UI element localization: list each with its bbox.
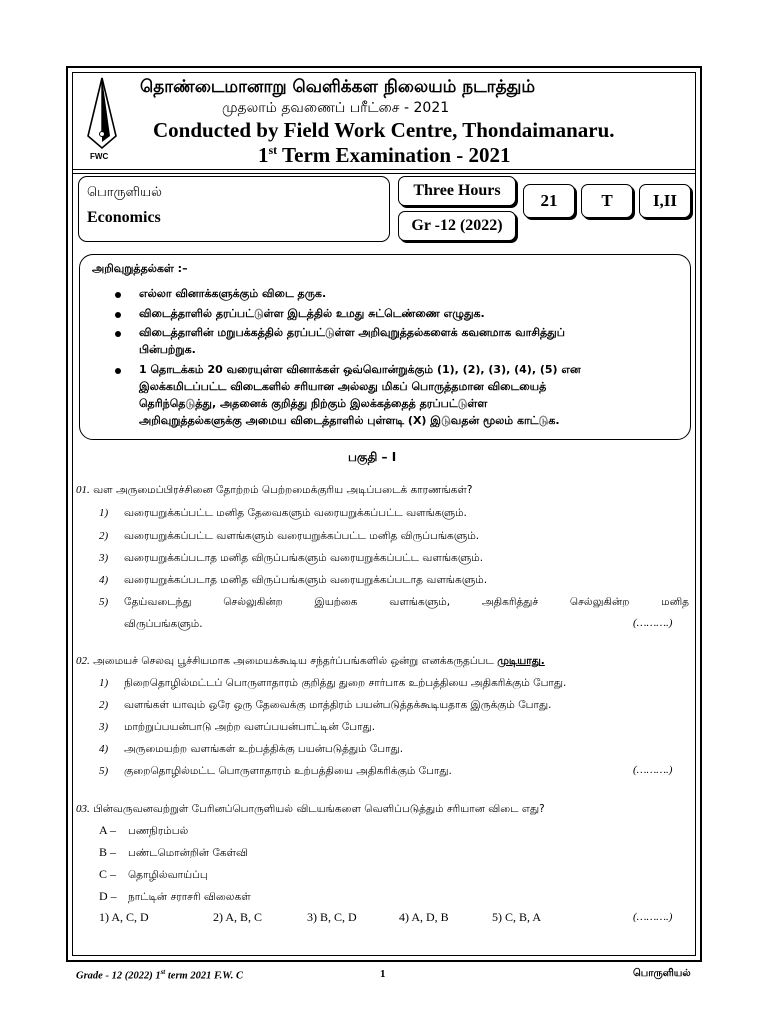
answer-blank: (……….) bbox=[633, 911, 673, 923]
q3-choice-3: 3) B, C, D bbox=[307, 910, 357, 924]
q1-option-2: வரையறுக்கப்பட்ட வளங்களும் வரையறுக்கப்பட்ட மனித விருப்பங்களும். bbox=[124, 530, 480, 542]
q1-option-3: வரையறுக்கப்படாத மனித விருப்பங்களும் வரையறுக்கப்பட்ட வளங்களும். bbox=[124, 552, 484, 564]
option-number: 1) bbox=[99, 677, 109, 689]
option-number: 4) bbox=[99, 743, 109, 755]
q3-choice-1: 1) A, C, D bbox=[99, 910, 149, 924]
duration-box: Three Hours bbox=[398, 176, 516, 206]
q3-choice-5: 5) C, B, A bbox=[492, 910, 542, 924]
option-number: 3) bbox=[99, 721, 109, 733]
page-number: 1 bbox=[380, 968, 386, 980]
bullet-icon bbox=[115, 368, 121, 374]
option-number: 3) bbox=[99, 552, 109, 564]
english-title: Conducted by Field Work Centre, Thondaimanaru. bbox=[153, 118, 615, 142]
q3-choice-2: 2) A, B, C bbox=[213, 910, 263, 924]
q3-item-key: B – bbox=[99, 845, 117, 859]
q3-item-key: A – bbox=[99, 823, 117, 837]
option-number: 4) bbox=[99, 574, 109, 586]
exam-title: 1st Term Examination - 2021 bbox=[258, 143, 511, 167]
answer-blank: (……….) bbox=[633, 764, 673, 776]
question-03: 03. பின்வருவனவற்றுள் பேரினப்பொருளியல் விடயங்களை வெளிப்படுத்தும் சரியான விடை எது? bbox=[76, 803, 545, 815]
header-divider-2 bbox=[72, 173, 696, 174]
logo-label: FWC bbox=[90, 152, 109, 161]
q2-option-5: குறைதொழில்மட்ட பொருளாதாரம் உற்பத்தியை அதிகரிக்கும் போது. bbox=[124, 765, 452, 777]
header-divider bbox=[72, 169, 696, 170]
instruction-3: விடைத்தாளின் மறுபக்கத்தில் தரப்பட்டுள்ள அறிவுறுத்தல்களைக் கவனமாக வாசித்துப் பின்பற்றுக. bbox=[139, 326, 565, 356]
q2-option-1: நிறைதொழில்மட்டப் பொருளாதாரம் குறித்து துறை சார்பாக உற்பத்தியை அதிகரிக்கும் போது. bbox=[124, 677, 567, 689]
subject-tamil: பொருளியல் bbox=[87, 185, 162, 200]
q3-item-a: பணநிரம்பல் bbox=[128, 825, 189, 837]
q3-item-c: தொழில்வாய்ப்பு bbox=[128, 869, 208, 881]
answer-blank: (……….) bbox=[633, 617, 673, 629]
instruction-2: விடைத்தாளில் தரப்பட்டுள்ள இடத்தில் உமது சுட்டெண்ணை எழுதுக. bbox=[139, 307, 485, 320]
instructions-title: அறிவுறுத்தல்கள் :– bbox=[92, 262, 188, 275]
grade-box: Gr -12 (2022) bbox=[398, 211, 516, 241]
q1-option-5: தேய்வடைந்து செல்லுகின்ற இயற்கை வளங்களும், அதிகரித்துச் செல்லுகின்ற மனித bbox=[124, 596, 689, 608]
option-number: 2) bbox=[99, 530, 109, 542]
q3-item-key: C – bbox=[99, 867, 117, 881]
question-01: 01. வள அருமைப்பிரச்சினை தோற்றம் பெற்றமைக்குரிய அடிப்படைக் காரணங்கள்? bbox=[76, 484, 473, 496]
footer-left: Grade - 12 (2022) 1st term 2021 F.W. C bbox=[76, 968, 244, 982]
subject-english: Economics bbox=[87, 209, 161, 226]
fwc-logo bbox=[80, 76, 124, 168]
q1-option-5-cont: விருப்பங்களும். bbox=[124, 618, 203, 630]
option-number: 1) bbox=[99, 507, 109, 519]
q2-option-4: அருமையற்ற வளங்கள் உற்பத்திக்கு பயன்படுத்தும் போது. bbox=[124, 743, 404, 755]
footer-right: பொருளியல் bbox=[633, 968, 691, 979]
q3-item-d: நாட்டின் சராசரி விலைகள் bbox=[128, 891, 251, 903]
option-number: 5) bbox=[99, 596, 109, 608]
tamil-title: தொண்டைமானாறு வெளிக்கள நிலையம் நடாத்தும் bbox=[140, 77, 536, 97]
code-box-2: T bbox=[581, 184, 633, 218]
instruction-4: 1 தொடக்கம் 20 வரையுள்ள வினாக்கள் ஒவ்வொன்றுக்கும் (1), (2), (3), (4), (5) என இலக்கமிடப்பட்ட விடைகளில் சரியான அல்லது மிகப் பொருத்தமான விடையைத் தெரிந்தெடுத்து, அதனைக் குறித்து நிற்கும் இலக்கத்தைத் தரப்பட்டுள்ள அறிவுறுத்தல்களுக்கு அமைய விடைத்தாளில் புள்ளடி (X) இடுவதன் மூலம் காட்டுக. bbox=[139, 363, 581, 427]
section-heading: பகுதி – I bbox=[348, 450, 397, 464]
question-02: 02. அமையச் செலவு பூச்சியமாக அமையக்கூடிய சந்தர்ப்பங்களில் ஒன்று எனக்கருதப்பட முடியாது. bbox=[76, 655, 545, 667]
q3-item-b: பண்டமொன்றின் கேள்வி bbox=[128, 847, 248, 859]
q2-option-3: மாற்றுப்பயன்பாடு அற்ற வளப்பயன்பாட்டின் போது. bbox=[124, 721, 376, 733]
q1-option-1: வரையறுக்கப்பட்ட மனித தேவைகளும் வரையறுக்கப்பட்ட வளங்களும். bbox=[124, 507, 467, 519]
code-box-3: I,II bbox=[639, 184, 691, 218]
q3-choice-4: 4) A, D, B bbox=[399, 910, 449, 924]
bullet-icon bbox=[115, 292, 121, 298]
q3-item-key: D – bbox=[99, 889, 117, 903]
q1-option-4: வரையறுக்கப்படாத மனித விருப்பங்களும் வரையறுக்கப்படாத வளங்களும். bbox=[124, 574, 488, 586]
bullet-icon bbox=[115, 312, 121, 318]
instruction-1: எல்லா வினாக்களுக்கும் விடை தருக. bbox=[139, 287, 327, 300]
q2-option-2: வளங்கள் யாவும் ஒரே ஒரு தேவைக்கு மாத்திரம் பயன்படுத்தக்கூடியதாக இருக்கும் போது. bbox=[124, 699, 552, 711]
option-number: 5) bbox=[99, 765, 109, 777]
option-number: 2) bbox=[99, 699, 109, 711]
code-box-1: 21 bbox=[523, 184, 575, 218]
bullet-icon bbox=[115, 331, 121, 337]
tamil-subtitle: முதலாம் தவணைப் பரீட்சை - 2021 bbox=[222, 100, 450, 116]
